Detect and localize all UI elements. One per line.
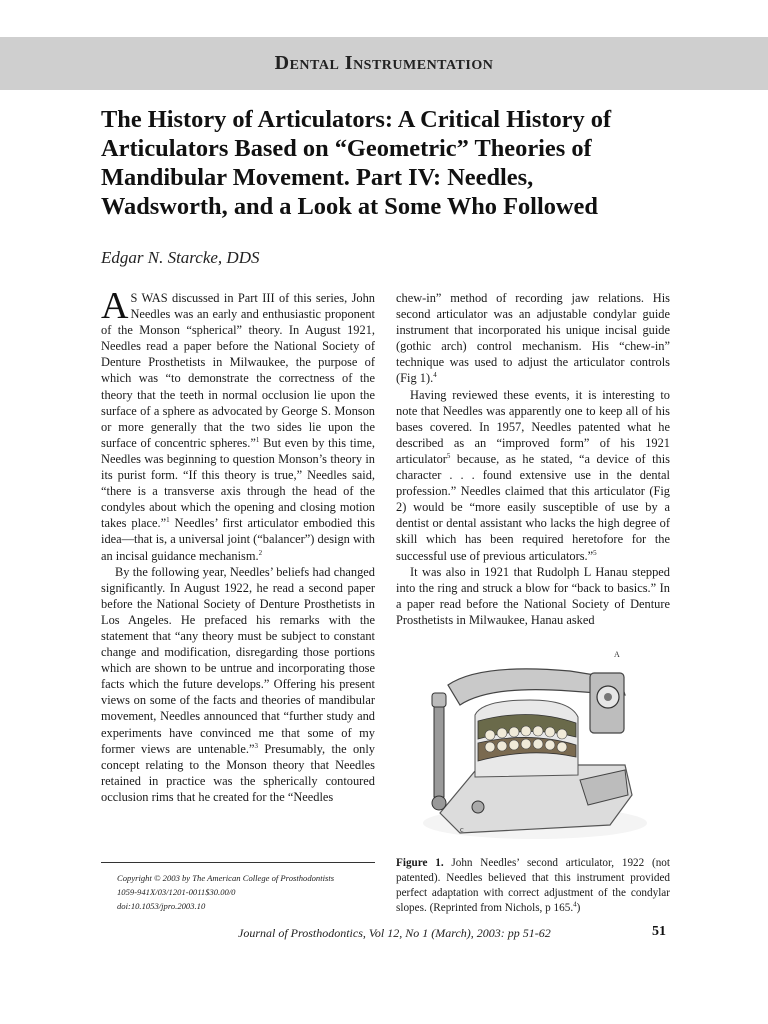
drop-cap: A [101, 285, 129, 327]
journal-citation: Journal of Prosthodontics, Vol 12, No 1 (March), 2003: pp 51-62 [238, 926, 551, 940]
paragraph-3: chew-in” method of recording jaw relations. His second articulator was an adjustable condylar guide instrument that incorporated his unique incisal guide (gothic arch) control mechanism. His “chew-in” technique was used to adjust the articulator controls (Fig 1).$^4$ [396, 291, 670, 386]
figure-label: Figure 1. [396, 857, 444, 869]
reference-marker: 1 [166, 516, 170, 525]
body-column-left [101, 285, 375, 805]
figure-marker-a: A [614, 650, 620, 659]
body-column-right [396, 290, 670, 628]
paragraph-2: By the following year, Needles’ beliefs had changed significantly. In August 1922, he read a second paper before the National Society of Denture Prosthetists in Los Angeles. He prefaced his remarks with the statement that “any theory must be subject to constant change and modification, disregarding those portions which are shown to be untrue and incorporating those facts which the future develops.” Offering his present views on some of the facts and theories of mandibular movement, Needles announced that “further study and experiments have convinced me that some of my former views are untenable.”$^3$ Presumably, the only concept relating to the Monson theory that Needles retained in practice was the spherically contoured occlusion rims that he created for the “Needles [101, 564, 375, 804]
reference-marker: 5 [593, 548, 597, 557]
reference-marker: 4 [433, 371, 437, 380]
reference-marker: 5 [446, 451, 451, 460]
paragraph-4: Having reviewed these events, it is interesting to note that Needles was apparently one to keep all of his bases covered. In 1957, Needles patented what he described as an “improved form” of his 1921 articulator$^5$ because, as he stated, “a device of this character . . . found extensive use in the dental profession.” Needles claimed that this articulator (Fig 2) would be “more easily susceptible of use by a dentist or dental assistant who lacks the high degree of skill which has been required heretofore for the successful use of previous articulators.”$^5$ [396, 387, 670, 563]
page-number: 51 [652, 924, 666, 939]
reference-marker: 4 [573, 900, 577, 909]
article-author: Edgar N. Starcke, DDS [101, 248, 260, 267]
paragraph-1: A S WAS discussed in Part III of this series, John Needles was an early and enthusiastic proponent of the Monson “spherical” theory. In August 1921, Needles read a paper before the National Society of Denture Prosthetists in Milwaukee, the purpose of which was “to demonstrate the correctness of the theory that the teeth in normal occlusion lie upon the surface of a sphere as advocated by George S. Monson or more generally that the two sides lie upon the surface of concentric spheres.”$^1$ But even by this time, Needles was beginning to question Monson’s theory in its purist form. “If this theory is true,” Needles said, “there is a transverse axis through the head of the condyles about which the opening and closing motion takes place.”$^1$ Needles’ first articulator embodied this idea—that is, a universal joint (“balancer”) design with an incisal guidance mechanism.$^2$ [101, 285, 375, 563]
articulator-figure [420, 645, 650, 840]
figure-caption: Figure 1. John Needles’ second articulator, 1922 (not patented). Needles believed that this instrument provided perfect adaptation with correct adjustment of the condylar slopes. (Reprinted from Nichols, p 165.$^4$) [396, 857, 670, 914]
figure-marker-c: c [460, 825, 464, 834]
copyright-line: Copyright © 2003 by The American College of Prosthodontists [117, 873, 335, 883]
reference-marker: 1 [255, 435, 260, 444]
article-title: The History of Articulators: A Critical History of Articulators Based on “Geometric” Theories of Mandibular Movement. Part IV: Needles, Wadsworth, and a Look at Some Who Followed [101, 106, 612, 220]
issn-line: 1059-941X/03/1201-0011$30.00/0 [117, 887, 236, 897]
reference-marker: 2 [258, 548, 263, 557]
section-title: Dental Instrumentation [274, 52, 494, 74]
reference-marker: 3 [254, 741, 259, 750]
doi-line: doi:10.1053/jpro.2003.10 [117, 901, 206, 911]
footnote-divider [101, 862, 375, 863]
section-banner [0, 37, 768, 90]
paragraph-5: It was also in 1921 that Rudolph L Hanau stepped into the ring and struck a blow for “back to basics.” In a paper read before the National Society of Denture Prosthetists in Milwaukee, Hanau asked [396, 564, 670, 627]
copyright-block [117, 871, 334, 913]
